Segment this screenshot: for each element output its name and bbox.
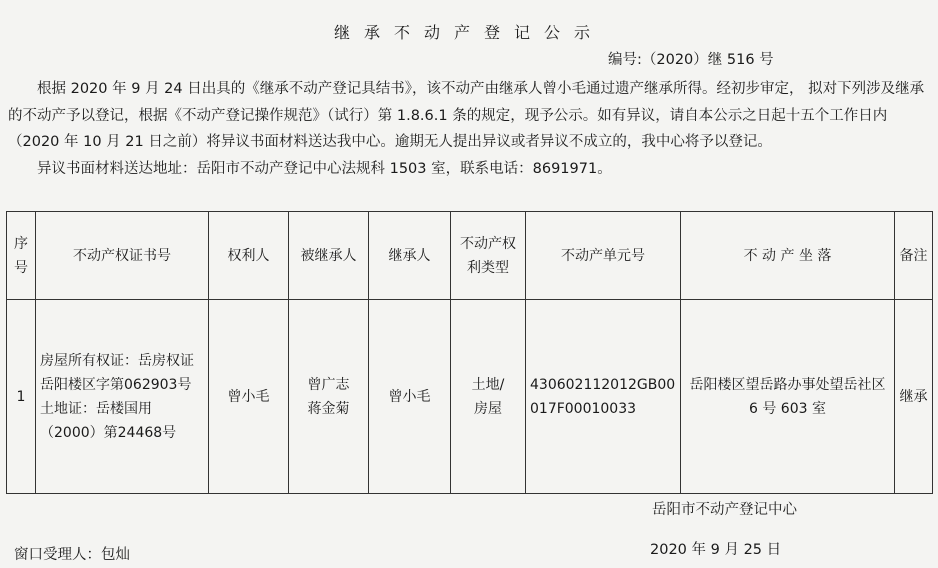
window-clerk: 窗口受理人：包灿: [14, 547, 130, 563]
registration-table: [6, 211, 933, 494]
cell-remark: 继承: [895, 300, 933, 494]
header-right-holder: 权利人: [209, 212, 289, 300]
issue-date: 2020 年 9 月 25 日: [650, 542, 782, 558]
header-inherited-from: 被继承人: [289, 212, 369, 300]
cell-inherited-from: 曾广志 蒋金菊: [289, 300, 369, 494]
cell-right-type: 土地/ 房屋: [451, 300, 526, 494]
notice-title: 继承不动产登记公示: [333, 23, 604, 42]
table-row: [7, 300, 933, 494]
header-right-type: 不动产权利类型: [451, 212, 526, 300]
header-cert-no: 不动产权证书号: [36, 212, 209, 300]
table-header-row: [7, 212, 933, 300]
header-heir: 继承人: [369, 212, 451, 300]
header-location: 不 动 产 坐 落: [681, 212, 895, 300]
cell-seq: 1: [7, 300, 36, 494]
header-remark: 备注: [895, 212, 933, 300]
cell-right-holder: 曾小毛: [209, 300, 289, 494]
notice-body: [8, 76, 930, 182]
cell-unit-no: 430602112012GB00017F00010033: [526, 300, 681, 494]
cell-heir: 曾小毛: [369, 300, 451, 494]
header-unit-no: 不动产单元号: [526, 212, 681, 300]
header-seq: 序号: [7, 212, 36, 300]
notice-paragraph-1: 根据 2020 年 9 月 24 日出具的《继承不动产登记具结书》，该不动产由继承人曾小毛通过遗产继承所得。经初步审定， 拟对下列涉及继承的不动产予以登记，根据《不动产登记操作规范》（试行）第 1.8.6.1 条的规定，现予公示。如有异议，请自本公示之日起十五个工作日内（2020 年 10 月 21 日之前）将异议书面材料送达我中心。逾期无人提出异议或者异议不成立的，我中心将予以登记。: [8, 81, 925, 150]
notice-paragraph-2: 异议书面材料送达地址：岳阳市不动产登记中心法规科 1503 室，联系电话：8691971。: [37, 160, 612, 177]
issuing-organization: 岳阳市不动产登记中心: [652, 502, 797, 518]
cell-location: 岳阳楼区望岳路办事处望岳社区 6 号 603 室: [681, 300, 895, 494]
document-number: 编号:（2020）继 516 号: [608, 52, 774, 68]
cell-cert-no: 房屋所有权证：岳房权证岳阳楼区字第062903号 土地证：岳楼国用（2000）第24468号: [36, 300, 209, 494]
